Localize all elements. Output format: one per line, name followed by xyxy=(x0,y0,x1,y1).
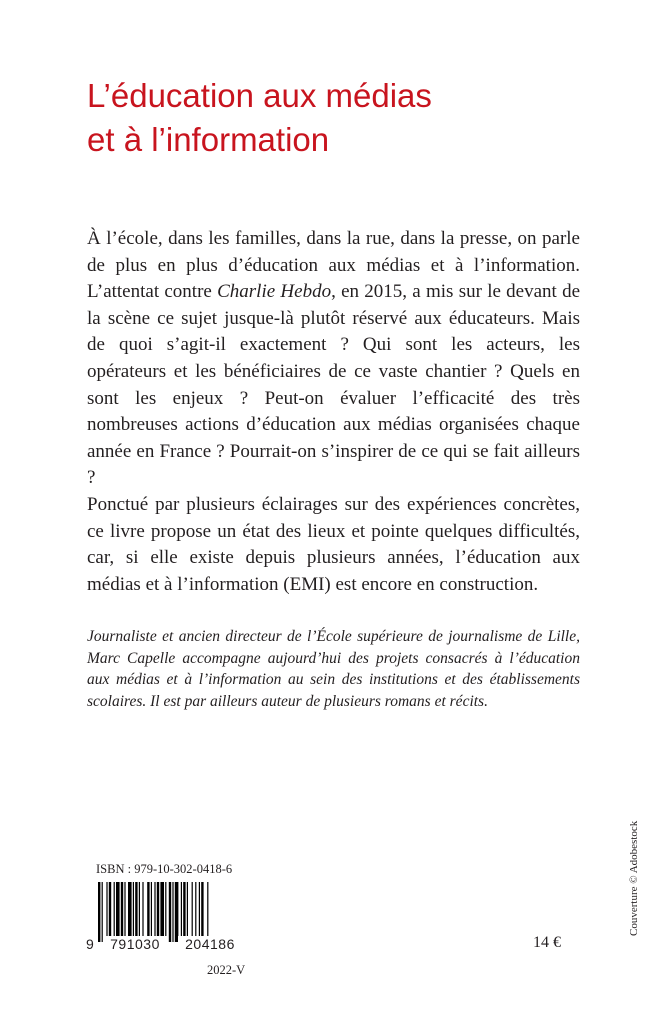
barcode-digits-left: 791030 xyxy=(103,936,167,952)
barcode xyxy=(98,882,248,942)
book-title-line-2: et à l’information xyxy=(87,121,330,158)
blurb-paragraph-1 xyxy=(87,226,580,492)
blurb-paragraph-1-end: , en 2015, a mis sur le devant de la scène ce sujet jusque-là plutôt réservé aux éducateurs. Mais de quoi s’agit-il exactement ? Qui sont les acteurs, les opérateurs et les bénéficiaires de ce vaste chantier ? Quels en sont les enjeux ? Peut-on évaluer l’efficacité des très nombreuses actions d’éducation aux médias organisées chaque année en France ? Pourrait-on s’inspirer de ce qui se fait ailleurs ? xyxy=(87,281,581,489)
author-bio: Journaliste et ancien directeur de l’École supérieure de journalisme de Lille, Marc Capelle accompagne aujourd’hui des projets consacrés à l’éducation aux médias et à l’information au sein des institutions et des établissements scolaires. Il est par ailleurs auteur de plusieurs romans et récits. xyxy=(87,628,580,710)
blurb-paragraph-1-start: À l’école, dans les familles, dans la rue, dans la presse, on parle de plus en plus d’éducation aux médias et à l’information. L’attentat contre xyxy=(87,228,580,303)
edition-code: 2022-V xyxy=(207,963,246,977)
book-title-line-1: L’éducation aux médias xyxy=(87,77,432,114)
blurb-italic-title: Charlie Hebdo xyxy=(217,281,332,303)
barcode-digits-right: 204186 xyxy=(178,936,242,952)
book-title xyxy=(87,74,567,162)
cover-credit: Couverture © Adobestock xyxy=(628,820,640,936)
blurb-paragraph-2: Ponctué par plusieurs éclairages sur des expériences concrètes, ce livre propose un état des lieux et pointe quelques difficultés, car, si elle existe depuis plusieurs années, l’éducation aux médias et à l’information (EMI) est encore en construction. xyxy=(87,493,580,595)
back-cover-blurb xyxy=(87,226,580,598)
isbn-label: ISBN : 979-10-302-0418-6 xyxy=(96,862,233,876)
barcode-lead-digit: 9 xyxy=(86,936,94,952)
price: 14 € xyxy=(533,934,561,951)
